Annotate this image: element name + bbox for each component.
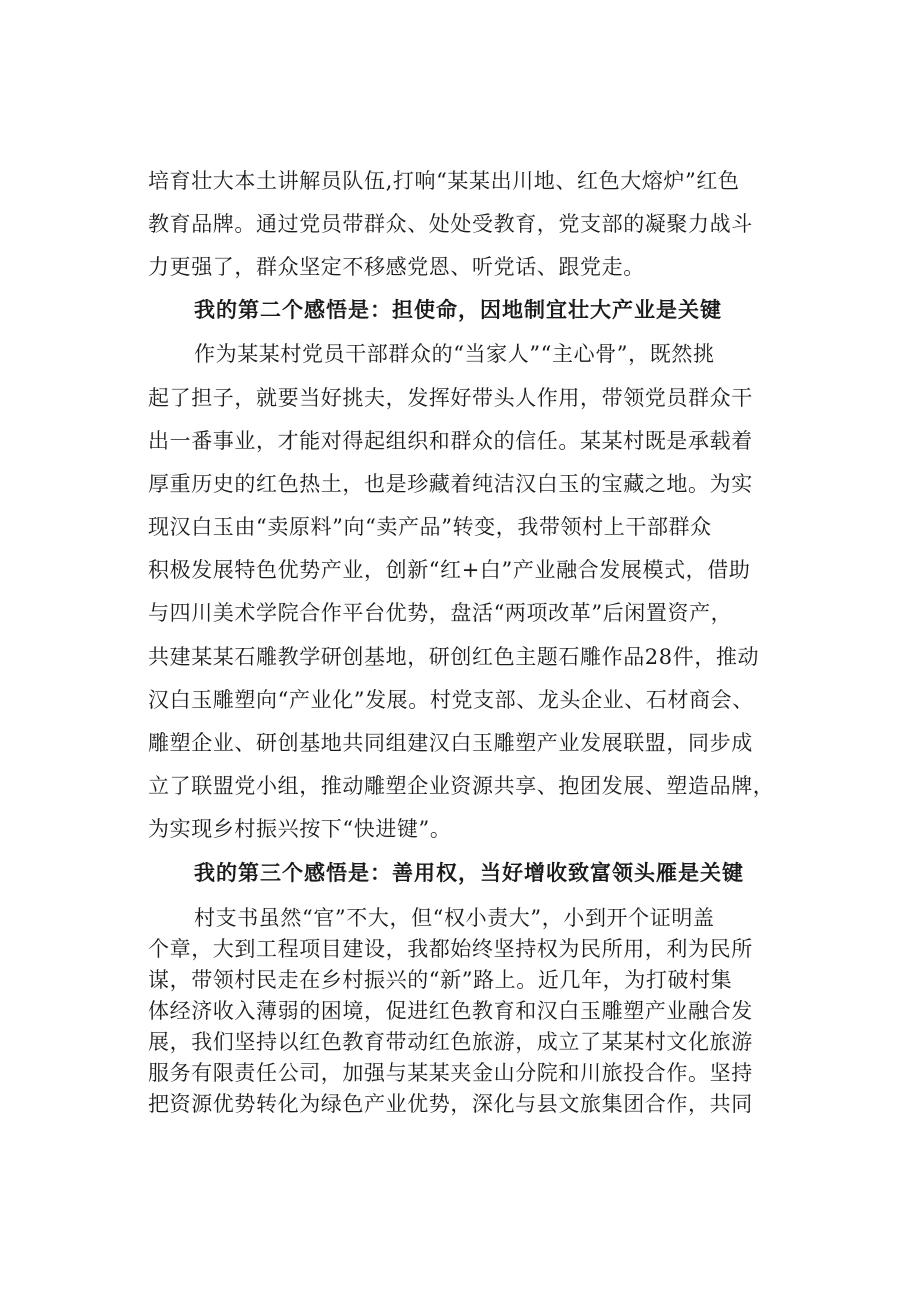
paragraph-line: 立了联盟党小组，推动雕塑企业资源共享、抱团发展、塑造品牌，	[148, 774, 775, 798]
paragraph-line: 雕塑企业、研创基地共同组建汉白玉雕塑产业发展联盟，同步成	[148, 731, 753, 755]
paragraph-line: 厚重历史的红色热土，也是珍藏着纯洁汉白玉的宝藏之地。为实	[148, 472, 753, 496]
paragraph-line: 作为某某村党员干部群众的“当家人”“主心骨”，既然挑	[194, 342, 715, 366]
paragraph-line: 起了担子，就要当好挑夫，发挥好带头人作用，带领党员群众干	[148, 386, 753, 410]
section-heading-second-insight: 我的第二个感悟是：担使命，因地制宜壮大产业是关键	[194, 297, 722, 322]
paragraph-line: 汉白玉雕塑向“产业化”发展。村党支部、龙头企业、石材商会、	[148, 688, 754, 712]
section-heading-third-insight: 我的第三个感悟是：善用权，当好增收致富领头雁是关键	[194, 860, 744, 885]
paragraph-line: 共建某某石雕教学研创基地，研创红色主题石雕作品28件，推动	[148, 645, 760, 669]
paragraph-line: 教育品牌。通过党员带群众、处处受教育，党支部的凝聚力战斗	[148, 212, 753, 236]
paragraph-line: 力更强了，群众坚定不移感党恩、听党话、跟党走。	[148, 255, 645, 279]
paragraph-line: 积极发展特色优势产业，创新“红+白”产业融合发展模式，借助	[148, 558, 751, 582]
paragraph-line: 村支书虽然“官”不大，但“权小责大”，小到开个证明盖	[194, 906, 715, 930]
paragraph-line: 为实现乡村振兴按下“快进键”。	[148, 817, 452, 841]
paragraph-line: 培育壮大本土讲解员队伍,打响“某某出川地、红色大熔炉”红色	[148, 169, 740, 193]
paragraph-line: 服务有限责任公司，加强与某某夹金山分院和川旅投合作。坚持	[148, 1061, 753, 1085]
paragraph-line: 展，我们坚持以红色教育带动红色旅游，成立了某某村文化旅游	[148, 1030, 753, 1054]
paragraph-line: 谋，带领村民走在乡村振兴的“新”路上。近几年，为打破村集	[148, 968, 733, 992]
paragraph-line: 现汉白玉由“卖原料”向“卖产品”转变，我带领村上干部群众	[148, 515, 712, 539]
paragraph-line: 个章，大到工程项目建设，我都始终坚持权为民所用，利为民所	[148, 937, 753, 961]
paragraph-line: 体经济收入薄弱的困境，促进红色教育和汉白玉雕塑产业融合发	[148, 999, 753, 1023]
paragraph-line: 把资源优势转化为绿色产业优势，深化与县文旅集团合作，共同	[148, 1092, 753, 1116]
paragraph-line: 出一番事业，才能对得起组织和群众的信任。某某村既是承载着	[148, 429, 753, 453]
paragraph-line: 与四川美术学院合作平台优势，盘活“两项改革”后闲置资产，	[148, 601, 733, 625]
